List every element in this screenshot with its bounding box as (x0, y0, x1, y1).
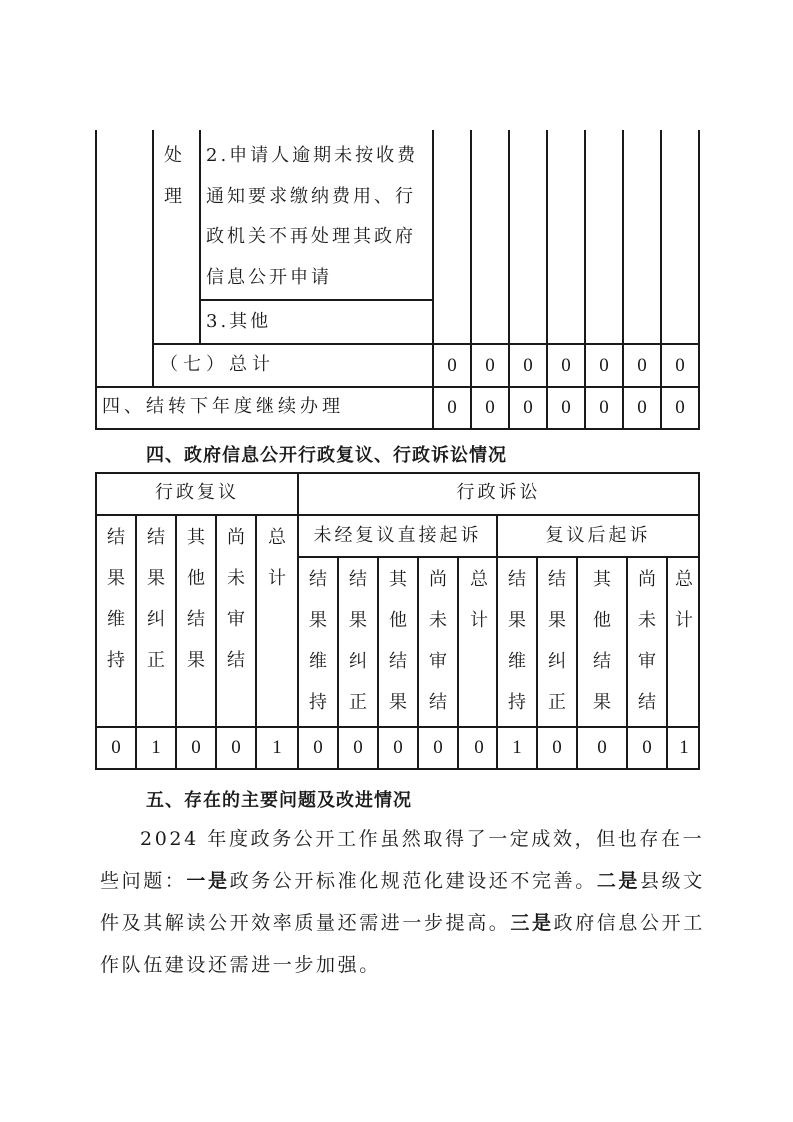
review-litigation-value-cell: 0 (552, 737, 562, 758)
column-header-char: 计 (268, 568, 286, 589)
carry-over-value-cell: 0 (675, 397, 685, 418)
column-header-char: 审 (638, 651, 656, 672)
column-header-char: 尚 (429, 569, 447, 590)
column-header-char: 结 (107, 527, 125, 548)
total-value-cell: 0 (599, 355, 609, 376)
carry-over-value-cell: 0 (561, 397, 571, 418)
column-header-char: 果 (147, 568, 165, 589)
section5-heading: 五、存在的主要问题及改进情况 (146, 790, 412, 811)
column-header-char: 总 (675, 569, 693, 590)
review-litigation-value-cell: 0 (642, 737, 652, 758)
emphasis-text: 三是 (510, 912, 554, 934)
review-litigation-value-cell: 0 (433, 737, 443, 758)
column-header-char: 他 (187, 568, 205, 589)
column-header-char: 其 (389, 569, 407, 590)
column-header-char: 总 (268, 527, 286, 548)
column-header-char: 结 (309, 569, 327, 590)
paragraph-text: 政府信息公开工 (553, 912, 705, 934)
carry-over-label: 四、结转下年度继续办理 (102, 396, 344, 417)
column-header-char: 持 (107, 650, 125, 671)
item2-line: 通知要求缴纳费用、行 (206, 186, 416, 207)
item3-label: 3.其他 (206, 311, 272, 332)
paragraph-line (100, 955, 381, 975)
after-review-suit-header: 复议后起诉 (545, 525, 651, 546)
column-header-char: 果 (309, 610, 327, 631)
column-header-char: 持 (309, 692, 327, 713)
column-header-char: 未 (227, 568, 245, 589)
review-litigation-value-cell: 0 (393, 737, 403, 758)
column-header-char: 尚 (638, 569, 656, 590)
carry-over-value-cell: 0 (523, 397, 533, 418)
paragraph-text: 2024 年度政务公开工作虽然取得了一定成效，但也存在一 (140, 828, 705, 850)
total-value-cell: 0 (523, 355, 533, 376)
column-header-char: 纠 (548, 651, 566, 672)
column-header-char: 结 (187, 609, 205, 630)
carry-over-value-cell: 0 (637, 397, 647, 418)
column-header-char: 果 (593, 692, 611, 713)
paragraph-line (100, 871, 705, 891)
column-header-char: 正 (548, 692, 566, 713)
column-header-char: 结 (638, 692, 656, 713)
column-header-char: 果 (107, 568, 125, 589)
review-litigation-value-cell: 0 (191, 737, 201, 758)
column-header-char: 纠 (349, 651, 367, 672)
carry-over-value-cell: 0 (447, 397, 457, 418)
carry-over-value-cell: 0 (599, 397, 609, 418)
paragraph-text: 政务公开标准化规范化建设还不完善。 (229, 870, 597, 892)
column-header-char: 持 (508, 692, 526, 713)
emphasis-text: 一是 (186, 870, 230, 892)
total-value-cell: 0 (485, 355, 495, 376)
column-header-char: 审 (227, 609, 245, 630)
column-header-char: 果 (548, 610, 566, 631)
column-header-char: 结 (349, 569, 367, 590)
review-litigation-value-cell: 0 (231, 737, 241, 758)
review-litigation-value-cell: 1 (679, 737, 689, 758)
review-litigation-value-cell: 0 (111, 737, 121, 758)
column-header-char: 维 (508, 651, 526, 672)
review-litigation-value-cell: 0 (474, 737, 484, 758)
paragraph-text: 些问题： (100, 870, 187, 892)
review-header: 行政复议 (155, 482, 239, 503)
total-value-cell: 0 (447, 355, 457, 376)
paragraph-text: 县级文 (640, 870, 705, 892)
litigation-header: 行政诉讼 (456, 482, 541, 503)
column-header-char: 结 (508, 569, 526, 590)
column-header-char: 正 (147, 650, 165, 671)
column-header-char: 他 (593, 610, 611, 631)
review-litigation-value-cell: 0 (353, 737, 363, 758)
column-header-char: 维 (309, 651, 327, 672)
total-label: （七）总计 (160, 354, 275, 375)
column-header-char: 结 (227, 650, 245, 671)
column-header-char: 维 (107, 609, 125, 630)
column-header-char: 结 (429, 692, 447, 713)
column-header-char: 未 (638, 610, 656, 631)
column-header-char: 计 (470, 610, 488, 631)
column-header-char: 正 (349, 692, 367, 713)
column-header-char: 结 (147, 527, 165, 548)
column-header-char: 他 (389, 610, 407, 631)
side-label-char: 理 (164, 186, 185, 207)
paragraph-line (140, 829, 704, 849)
total-value-cell: 0 (637, 355, 647, 376)
item2-line: 2.申请人逾期未按收费 (206, 145, 419, 166)
review-litigation-value-cell: 0 (313, 737, 323, 758)
column-header-char: 结 (593, 651, 611, 672)
column-header-char: 果 (349, 610, 367, 631)
section4-heading: 四、政府信息公开行政复议、行政诉讼情况 (146, 445, 507, 466)
paragraph-text: 作队伍建设还需进一步加强。 (100, 954, 381, 976)
column-header-char: 果 (389, 692, 407, 713)
column-header-char: 未 (429, 610, 447, 631)
carry-over-value-cell: 0 (485, 397, 495, 418)
column-header-char: 果 (187, 650, 205, 671)
side-label-char: 处 (164, 145, 185, 166)
column-header-char: 纠 (147, 609, 165, 630)
column-header-char: 结 (389, 651, 407, 672)
column-header-char: 结 (548, 569, 566, 590)
column-header-char: 果 (508, 610, 526, 631)
column-header-char: 总 (470, 569, 488, 590)
column-header-char: 计 (675, 610, 693, 631)
total-value-cell: 0 (561, 355, 571, 376)
column-header-char: 其 (593, 569, 611, 590)
review-litigation-value-cell: 0 (597, 737, 607, 758)
item2-line: 政机关不再处理其政府 (206, 226, 416, 247)
paragraph-line (100, 913, 705, 933)
paragraph-text: 件及其解读公开效率质量还需进一步提高。 (100, 912, 511, 934)
total-value-cell: 0 (675, 355, 685, 376)
review-litigation-value-cell: 1 (512, 737, 522, 758)
direct-suit-header: 未经复议直接起诉 (313, 525, 482, 546)
item2-line: 信息公开申请 (206, 267, 332, 288)
emphasis-text: 二是 (596, 870, 641, 892)
column-header-char: 其 (187, 527, 205, 548)
review-litigation-value-cell: 1 (272, 737, 282, 758)
review-litigation-value-cell: 1 (151, 737, 161, 758)
column-header-char: 尚 (227, 527, 245, 548)
column-header-char: 审 (429, 651, 447, 672)
